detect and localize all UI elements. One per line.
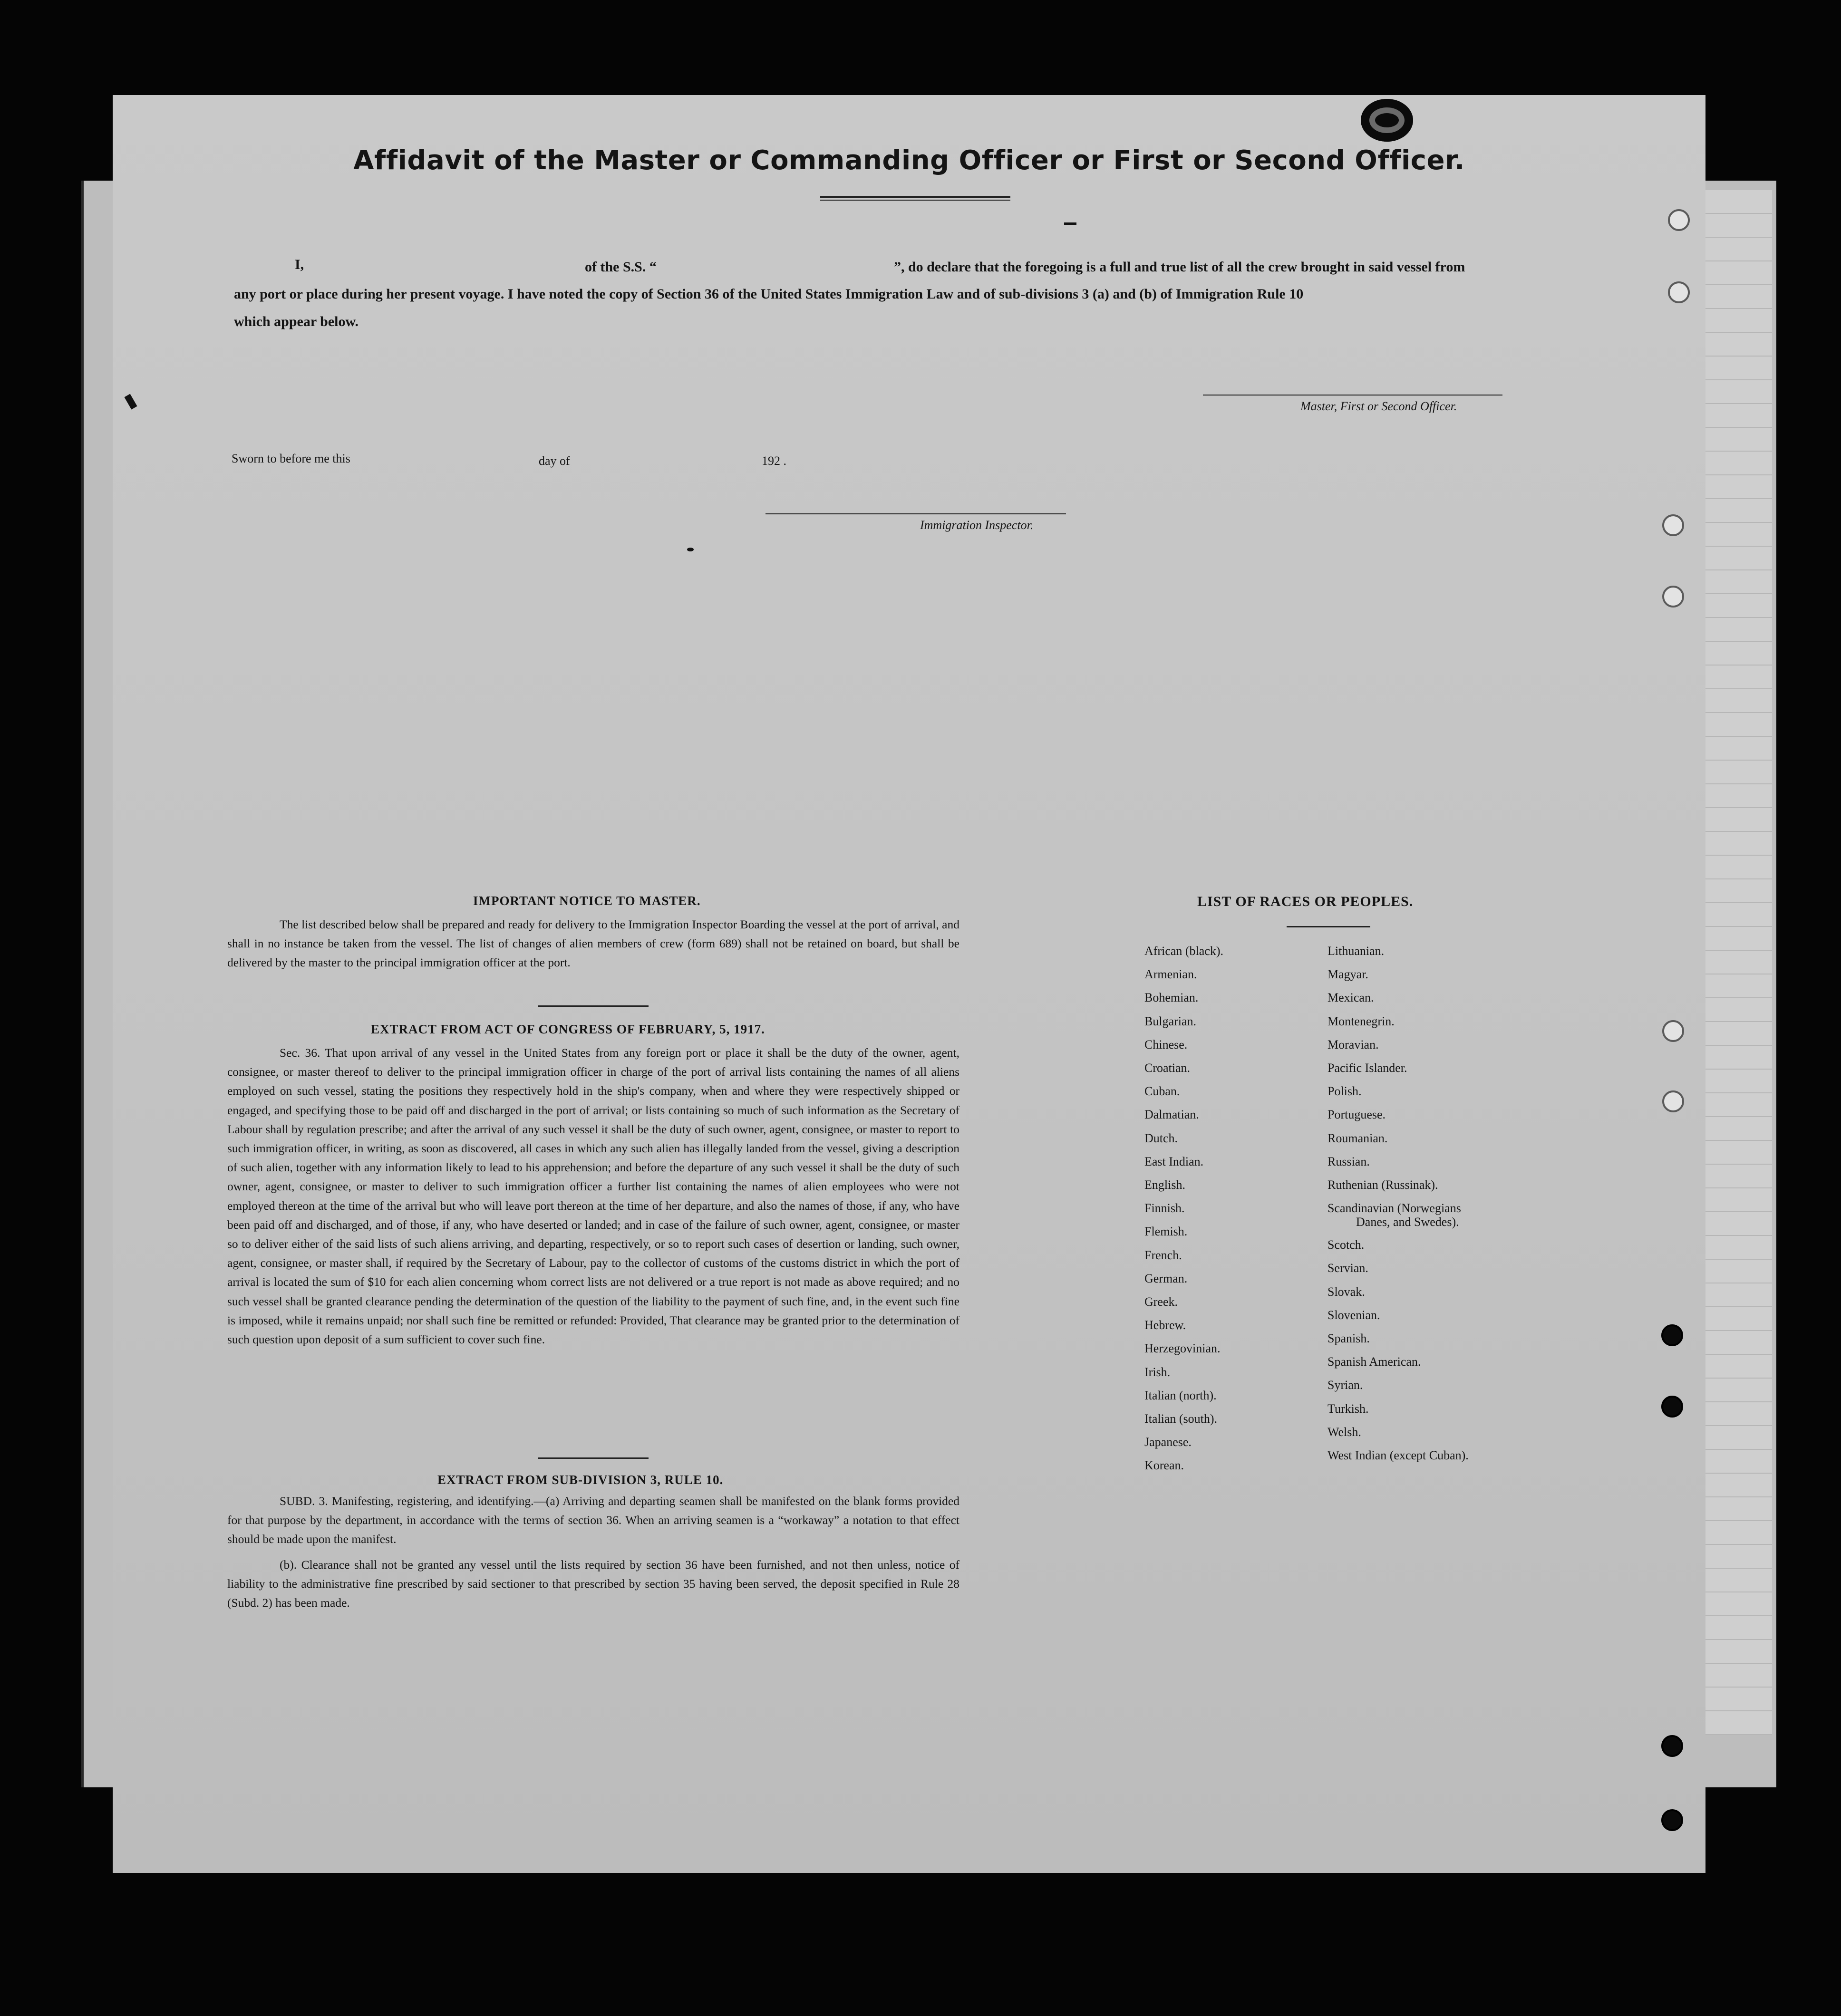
races-heading-underline bbox=[1287, 926, 1370, 927]
punch-hole bbox=[1661, 1324, 1683, 1346]
race-item: Flemish. bbox=[1144, 1225, 1188, 1239]
rule-subd-a: SUBD. 3. Manifesting, registering, and identifying.—(a) Arriving and departing seamen shall be manifested on the blank forms provided for that purpose by the department, in accordance with the terms of section 36. When an arriving seamen is a “workaway” a notation to that effect should be made upon the manifest. bbox=[227, 1494, 959, 1546]
race-item: Japanese. bbox=[1144, 1435, 1192, 1449]
title-underline bbox=[820, 200, 1010, 201]
race-item: German. bbox=[1144, 1271, 1188, 1285]
race-item: Cuban. bbox=[1144, 1084, 1180, 1099]
sworn-year-label: 192 . bbox=[762, 454, 786, 468]
punch-hole bbox=[1662, 1090, 1684, 1112]
race-item: Polish. bbox=[1327, 1084, 1362, 1099]
race-item: Ruthenian (Russinak). bbox=[1327, 1178, 1438, 1192]
section-divider bbox=[538, 1005, 649, 1007]
race-item: Welsh. bbox=[1327, 1425, 1361, 1439]
race-item-scandinavian-line2: Danes, and Swedes). bbox=[1356, 1215, 1459, 1229]
races-heading: LIST OF RACES OR PEOPLES. bbox=[1197, 894, 1414, 909]
race-item: Magyar. bbox=[1327, 967, 1368, 982]
race-item-scandinavian-line1: Scandinavian (Norwegians bbox=[1327, 1201, 1461, 1215]
race-item: Turkish. bbox=[1327, 1401, 1369, 1416]
race-item: Korean. bbox=[1144, 1458, 1184, 1473]
punch-hole bbox=[1668, 209, 1690, 231]
race-item: English. bbox=[1144, 1178, 1185, 1192]
inspector-signature-line bbox=[765, 513, 1066, 514]
affidavit-declaration-line3: which appear below. bbox=[234, 314, 359, 329]
notice-heading: IMPORTANT NOTICE TO MASTER. bbox=[473, 894, 701, 908]
rule-subd-b: (b). Clearance shall not be granted any vessel until the lists required by section 36 have been furnished, and not then unless, notice of liability to the administrative fine prescribed by said sectioner to that prescribed by section 35 having been served, the deposit specified in Rule 28 (Subd. 2) has been made. bbox=[227, 1558, 959, 1610]
race-item: Bulgarian. bbox=[1144, 1014, 1197, 1028]
race-item-scandinavian bbox=[1327, 1196, 1469, 1233]
race-item: Finnish. bbox=[1144, 1201, 1185, 1215]
act-heading: EXTRACT FROM ACT OF CONGRESS OF FEBRUARY, 5, 1917. bbox=[371, 1022, 765, 1036]
race-item: Dalmatian. bbox=[1144, 1108, 1199, 1122]
race-item: Irish. bbox=[1144, 1365, 1171, 1379]
title-underline bbox=[820, 196, 1010, 198]
rule-heading: EXTRACT FROM SUB-DIVISION 3, RULE 10. bbox=[437, 1473, 724, 1487]
affidavit-declaration: ”, do declare that the foregoing is a full and true list of all the crew brought in said vessel from bbox=[894, 259, 1465, 275]
inspector-signature-label: Immigration Inspector. bbox=[920, 518, 1034, 532]
races-column-1 bbox=[1144, 939, 1223, 1477]
act-text: Sec. 36. That upon arrival of any vessel in the United States from any foreign port or place it shall be the duty of the owner, agent, consignee, or master thereof to deliver to the principal immigration officer in charge of the port of arrival lists containing the names of all aliens employed on such vessel, stating the positions they respectively hold in the ship's company, when and where they were respectively shipped or engaged, and specifying those to be paid off and discharged in the port of arrival; or lists containing so much of such information as the Secretary of Labour shall by regulation prescribe; and after the arrival of any such vessel it shall be the duty of such owner, agent, consignee, or master to report to such immigration officer, in writing, as soon as discovered, all cases in which any such alien has illegally landed from the vessel, giving a description of such alien, together with any information likely to lead to his apprehension; and before the departure of any such vessel it shall be the duty of such owner, agent, consignee, or master to deliver to such immigration officer a further list containing the names of alien employees who were not employed thereon at the time of the arrival but who will leave port thereon at the time of her departure, and also the names of those, if any, who have been paid off and discharged, and of those, if any, who have deserted or landed; and in case of the failure of such owner, agent, consignee, or master so to deliver either of the said lists of such aliens arriving, and departing, respectively, or so to report such cases of desertion or landing, such owner, agent, consignee, or master shall, if required by the Secretary of Labour, pay to the collector of customs of the customs district in which the port of arrival is located the sum of $10 for each alien concerning whom correct lists are not delivered or a true report is not made as above required; and no such vessel shall be granted clearance pending the determination of the question of the liability to the payment of such fine, and, in the event such fine is imposed, while it remains unpaid; nor shall such fine be remitted or refunded: Provided, That clearance may be granted prior to the determination of such question upon deposit of a sum sufficient to cover such fine. bbox=[227, 1046, 959, 1347]
race-item: East Indian. bbox=[1144, 1154, 1204, 1168]
race-item: Scotch. bbox=[1327, 1238, 1365, 1252]
race-item: Servian. bbox=[1327, 1261, 1368, 1275]
punch-hole bbox=[1661, 1396, 1683, 1418]
race-item: Montenegrin. bbox=[1327, 1014, 1395, 1028]
section-divider bbox=[538, 1457, 649, 1459]
race-item: Hebrew. bbox=[1144, 1318, 1186, 1332]
page-title: Affidavit of the Master or Commanding Officer or First or Second Officer. bbox=[353, 145, 1465, 176]
affidavit-declaration-line2: any port or place during her present voyage. I have noted the copy of Section 36 of the United States Immigration Law and of sub-divisions 3 (a) and (b) of Immigration Rule 10 bbox=[234, 286, 1304, 302]
affidavit-vessel-label: of the S.S. “ bbox=[585, 259, 657, 275]
races-column-2 bbox=[1327, 939, 1469, 1467]
race-item: Syrian. bbox=[1327, 1378, 1363, 1392]
punch-hole bbox=[1661, 1735, 1683, 1757]
notice-text: The list described below shall be prepared and ready for delivery to the Immigration Inspector Boarding the vessel at the port of arrival, and shall in no instance be taken from the vessel. The list of changes of alien members of crew (form 689) shall not be retained on board, but shall be delivered by the master to the principal immigration officer at the port. bbox=[227, 917, 959, 970]
punch-hole bbox=[1662, 586, 1684, 608]
underlying-ledger-strip bbox=[1705, 190, 1772, 1735]
sworn-day-label: day of bbox=[539, 454, 570, 468]
race-item: Pacific Islander. bbox=[1327, 1061, 1407, 1075]
race-item: Slovak. bbox=[1327, 1284, 1365, 1299]
race-item: Herzegovinian. bbox=[1144, 1341, 1221, 1356]
punch-hole bbox=[1668, 281, 1690, 303]
punch-hole bbox=[1662, 1020, 1684, 1042]
race-item: French. bbox=[1144, 1248, 1182, 1262]
affidavit-pronoun: I, bbox=[295, 257, 304, 272]
race-item: Spanish American. bbox=[1327, 1355, 1421, 1369]
punch-hole bbox=[1661, 1809, 1683, 1831]
race-item: Greek. bbox=[1144, 1295, 1178, 1309]
race-item: Croatian. bbox=[1144, 1061, 1191, 1075]
race-item: Spanish. bbox=[1327, 1331, 1370, 1346]
race-item: Chinese. bbox=[1144, 1037, 1188, 1051]
race-item: Russian. bbox=[1327, 1154, 1370, 1168]
race-item: West Indian (except Cuban). bbox=[1327, 1448, 1469, 1463]
master-signature-label: Master, First or Second Officer. bbox=[1300, 399, 1457, 413]
race-item: Slovenian. bbox=[1327, 1308, 1380, 1322]
stamp-mark bbox=[1361, 99, 1413, 142]
race-item: Moravian. bbox=[1327, 1037, 1379, 1051]
race-item: Italian (north). bbox=[1144, 1388, 1217, 1402]
ink-mark bbox=[687, 548, 694, 551]
ink-mark bbox=[1064, 222, 1076, 225]
race-item: Lithuanian. bbox=[1327, 944, 1385, 958]
race-item: Bohemian. bbox=[1144, 991, 1199, 1005]
race-item: Armenian. bbox=[1144, 967, 1197, 982]
race-item: Mexican. bbox=[1327, 991, 1374, 1005]
race-item: African (black). bbox=[1144, 944, 1224, 958]
race-item: Dutch. bbox=[1144, 1131, 1178, 1145]
sworn-label: Sworn to before me this bbox=[232, 452, 350, 465]
race-item: Roumanian. bbox=[1327, 1131, 1388, 1145]
race-item: Portuguese. bbox=[1327, 1108, 1386, 1122]
punch-hole bbox=[1662, 514, 1684, 536]
race-item: Italian (south). bbox=[1144, 1412, 1218, 1426]
